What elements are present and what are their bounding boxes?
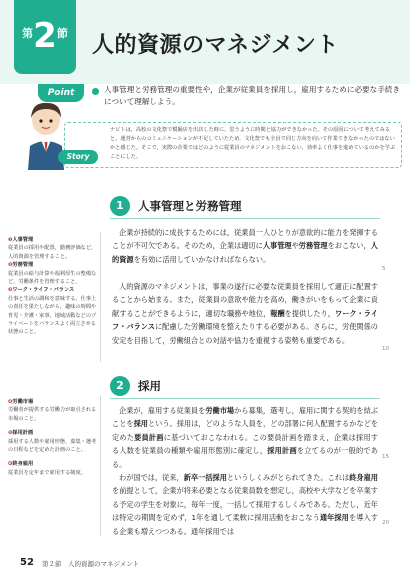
glossary-item: ❶人事管理 従業員の採用や配置，勤務評価など，人的資源を管理すること。 [8, 237, 97, 260]
glossary-term: 採用計画 [12, 430, 34, 437]
section-number-1: 1 [110, 196, 130, 216]
page-number: 52 [20, 557, 34, 568]
term-jinteki-shigen: 人的資源 [112, 241, 378, 264]
point-label: Point [38, 84, 84, 102]
term-work-life-balance: ワーク・ライフ・バランス [112, 308, 378, 332]
term-jinji-kanri: 人事管理 [262, 241, 292, 251]
term-roumu-kanri: 労務管理 [298, 241, 328, 251]
glossary-item: ❷労務管理 従業員の給与計算や福利厚生の整備など，労働条件を管理すること。 [8, 262, 97, 286]
glossary-term: 終身雇用 [12, 461, 34, 468]
section-title-2: 採用 [138, 379, 161, 393]
section2-paragraph-2: わが国では，従来，新卒一括採用というしくみがとられてきた。これは終身雇用を前提として，企業が将来必要となる従業員数を想定し，高校や大学などを卒業する予定の学生を対象に，毎年一度，一括して採用するしくみである。ただし，近年は特定の期間を定めず，1年を通して柔軟に採用活動をおこなう通年採用を導入する企業も増えつつある。通年採用では [112, 473, 378, 536]
section1-paragraph-2: 人的資源のマネジメントは，事業の遂行に必要な従業員を採用して適正に配置することから始まる。また，従業員の意欲や能力を高め，働きがいをもって企業に貢献することができるように，適切な職務や地位，報酬を提供したり，ワーク・ライフ・バランスに配慮した労働環境を整えたりする必要がある。さらに，労使関係の安定を目指して，労働組合との対話や協力を重視する姿勢も重要である。 [112, 282, 378, 345]
glossary-item: ❹労働市場 労働者が提供する労働力が取引される市場のこと。 [8, 399, 97, 422]
term-youin-keikaku: 要員計画 [134, 432, 164, 442]
section-heading-1 [110, 196, 380, 216]
section-prefix: 第 [22, 27, 34, 40]
glossary-item: ❺採用計画 採用する人数や雇用形態，募集・選考の日程などを定めた計画のこと。 [8, 430, 97, 454]
line-number: 20 [382, 520, 389, 526]
section-number-2: 2 [110, 376, 130, 396]
point-bullet-icon [92, 88, 99, 95]
section-title-1: 人事管理と労務管理 [138, 199, 242, 213]
term-houshu: 報酬 [270, 308, 285, 318]
section-number: 2 [33, 16, 57, 56]
section-heading-2 [110, 376, 380, 396]
running-footer: 第２節 人的資源のマネジメント [42, 560, 140, 568]
term-shuushin-koyou: 終身雇用 [349, 473, 378, 482]
line-number: 10 [382, 346, 389, 352]
term-shinsotsu-ikkatsu: 新卒一括採用 [183, 473, 227, 482]
story-label: Story [58, 150, 98, 164]
glossary-bottom [8, 398, 100, 477]
chapter-header [0, 0, 410, 84]
line-number: 5 [382, 266, 386, 272]
term-roudou-shijou: 労働市場 [205, 406, 235, 415]
term-saiyou: 採用 [133, 419, 148, 429]
section-suffix: 節 [56, 27, 68, 40]
glossary-top [8, 236, 100, 337]
point-text: 人事管理と労務管理の重要性や，企業が従業員を採用し，雇用するために必要な手続きについて理解しよう。 [104, 85, 400, 106]
section2-paragraph-1: 企業が，雇用する従業員を労働市場から募集，選考し，雇用に関する契約を結ぶことを採用という。採用は，どのような人員を，どの部署に何人配置するかなどを定めた要員計画に基づいておこなわれる。この要員計画を踏まえ，企業は採用する人数を従業員の種類や雇用形態別に確定し，採用計画を立てるのが一般的である。 [112, 406, 378, 469]
section-tab [14, 0, 76, 74]
glossary-term: 労働市場 [12, 399, 34, 405]
section1-paragraph-1: 企業が持続的に成長するためには，従業員一人ひとりが意欲的に能力を発揮することが不可欠である。そのため，企業は適切に人事管理や労務管理をおこない，人的資源を有効に活用していかなければならない。 [112, 228, 378, 264]
glossary-item: ❸ワーク・ライフ・バランス 仕事と生活の調和を意味する。仕事上の責任を果たしながら，趣味の時間や育児・介護・家事，地域活動などのプライベートをバランスよく両立させる状態のこと。 [8, 287, 97, 336]
story-text: ナビトは，高校の文化祭で模擬店を出店した時に，思うように時間と協力ができなかった。その原因について考えてみると，運営からのコミュニケーションが不足していたため，文化祭でも全員で同じ方向を向いて作業できなかったのではないかと感じた。そこで，実際の企業ではどのように従業員のマネジメントをおこない，効率よく仕事を進めているのかを学ぶことにした。 [110, 127, 396, 160]
line-number: 15 [382, 454, 389, 460]
glossary-term: ワーク・ライフ・バランス [12, 287, 75, 294]
page-title: 人的資源のマネジメント [92, 33, 339, 58]
glossary-term: 労務管理 [12, 262, 34, 269]
term-saiyou-keikaku: 採用計画 [267, 446, 297, 456]
glossary-term: 人事管理 [12, 237, 34, 243]
glossary-item: ❻終身雇用 従業員を定年まで雇用する制度。 [8, 461, 86, 476]
term-tsuunen-saiyou: 通年採用 [319, 513, 349, 523]
